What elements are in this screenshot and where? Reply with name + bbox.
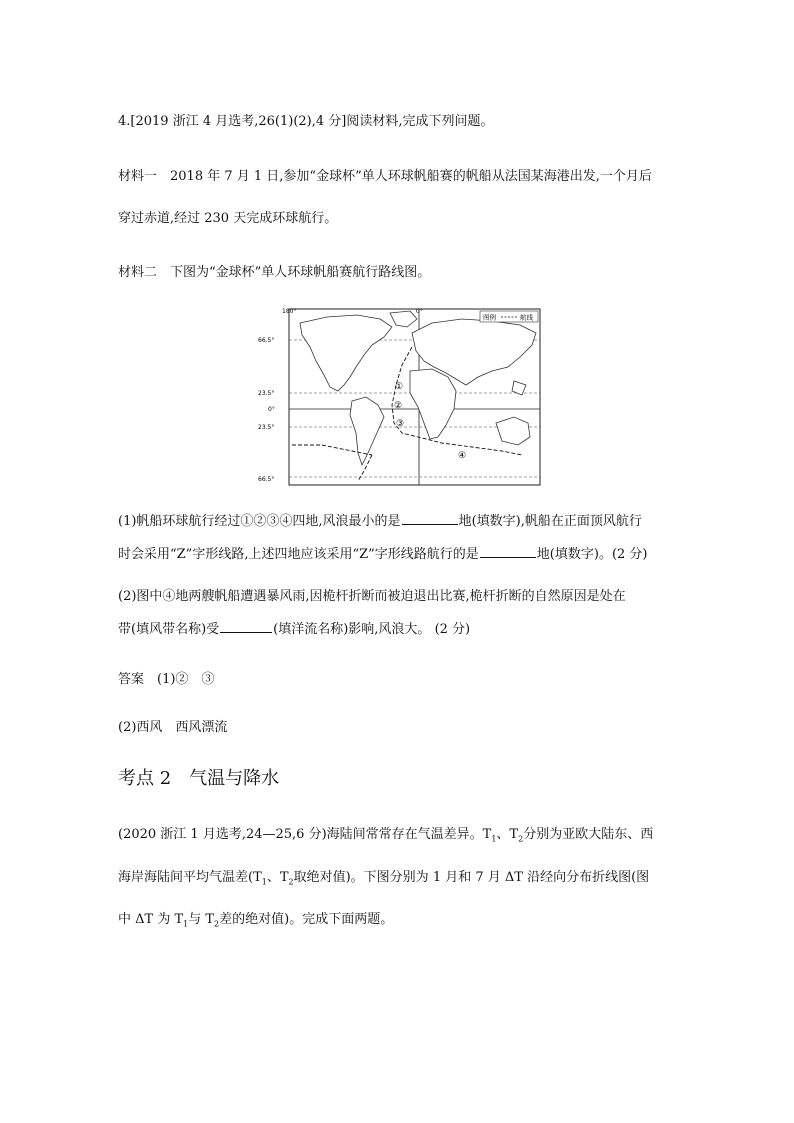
lat-label-23s: 23.5° xyxy=(258,424,275,431)
lat-label-66n: 66.5° xyxy=(258,337,275,344)
lon-label-180: 180° xyxy=(282,308,297,315)
answer-blank-3 xyxy=(220,620,272,633)
point-4: ④ xyxy=(458,451,467,461)
intro-line-1: (2020 浙江 1 月选考,24—25,6 分)海陆间常常存在气温差异。$T_1$、$T_2$分别为亚欧大陆东、西 xyxy=(118,827,654,844)
answer-blank-2 xyxy=(480,545,536,558)
intro-line-2: 海岸海陆间平均气温差($T_1$、$T_2$取绝对值)。下图分别为 1 月和 7 月 ΔT 沿经向分布折线图(图 xyxy=(118,870,650,887)
section-title: 考点 2 气温与降水 xyxy=(118,768,280,789)
lat-label-23n: 23.5° xyxy=(258,390,275,397)
lat-label-0: 0° xyxy=(268,406,275,413)
answer-blank-1 xyxy=(402,512,458,525)
answer-line-1: 答案 (1)② ③ xyxy=(118,672,215,687)
question-2-line-1: (2)图中④地两艘帆船遭遇暴风雨,因桅杆折断而被迫退出比赛,桅杆折断的自然原因是处在 xyxy=(118,589,626,604)
point-2: ② xyxy=(394,401,403,411)
material-1-line-2: 穿过赤道,经过 230 天完成环球航行。 xyxy=(118,211,338,226)
material-1-line-1: 材料一 2018 年 7 月 1 日,参加“金球杯”单人环球帆船赛的帆船从法国某海港出发,一个月后 xyxy=(118,169,652,184)
intro-line-3: 中 ΔT 为 $T_1$与 $T_2$差的绝对值)。完成下面两题。 xyxy=(118,912,394,929)
question-1-line-2: 时会采用“Z”字形线路,上述四地应该采用“Z”字形线路航行的是 地(填数字)。(2 分) xyxy=(118,547,648,562)
lon-label-0: 0° xyxy=(416,308,423,315)
legend-route-label: 航线 xyxy=(520,313,533,322)
question-2-line-2: 带(填风带名称)受 (填洋流名称)影响,风浪大。 (2 分) xyxy=(118,622,471,637)
sailing-route-map xyxy=(252,305,542,487)
question-header: 4.[2019 浙江 4 月选考,26(1)(2),4 分]阅读材料,完成下列问题。 xyxy=(118,114,494,129)
lat-label-66s: 66.5° xyxy=(258,476,275,483)
legend-title: 图例 xyxy=(483,313,496,322)
question-1-line-1: (1)帆船环球航行经过①②③④四地,风浪最小的是 地(填数字),帆船在正面顶风航行 xyxy=(118,514,642,529)
point-3: ③ xyxy=(396,419,405,429)
material-2: 材料二 下图为“金球杯”单人环球帆船赛航行路线图。 xyxy=(118,265,431,280)
answer-line-2: (2)西风 西风漂流 xyxy=(118,720,228,735)
point-1: ① xyxy=(395,382,404,392)
